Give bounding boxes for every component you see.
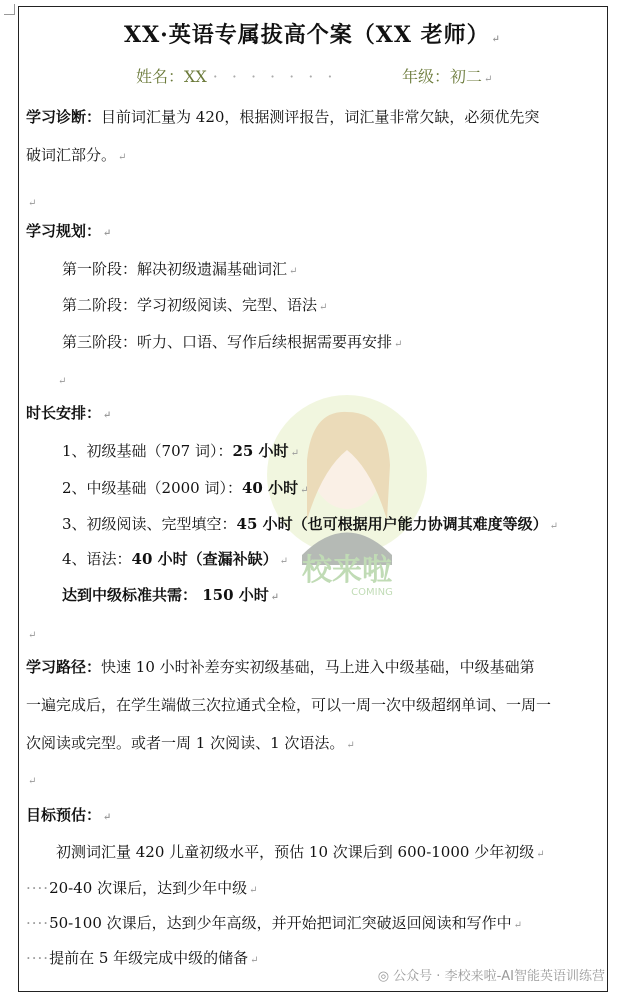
duration-item: 2、中级基础（2000 词）：40 小时 ↵ [62,479,309,497]
duration-total: 达到中级标准共需： 150 小时 ↵ [62,586,280,604]
goal-intro: 初测词汇量 420 儿童初级水平，预估 10 次课后到 600-1000 少年初级 ↵ [56,843,545,861]
planning-item: 第三阶段：听力、口语、写作后续根据需要再安排 ↵ [62,333,403,351]
goal-item: ····20-40 次课后，达到少年中级 ↵ [26,879,258,897]
duration-item: 1、初级基础（707 词）：25 小时 ↵ [62,442,299,460]
student-info: 姓名：XX ······· 年级：初二 ↵ [136,64,346,87]
diagnosis-text-1: 目前词汇量为 420，根据测评报告，词汇量非常欠缺，必须优先突 [101,108,540,126]
empty-paragraph: ↵ [58,376,67,387]
watermark-text: 校来啦 [302,553,392,588]
planning-item: 第二阶段：学习初级阅读、完型、语法 ↵ [62,296,328,314]
goal-item: ····50-100 次课后，达到少年高级，并开始把词汇突破返回阅读和写作中 ↵ [26,914,523,932]
diagnosis-text-2: 破词汇部分。 [26,146,117,164]
path-line-1: 快速 10 小时补差夯实初级基础，马上进入中级基础，中级基础第 [101,658,535,676]
path-line-2: 一遍完成后，在学生端做三次拉通式全检，可以一周一次中级超纲单词、一周一 [26,696,552,714]
corner-mark [4,4,15,15]
student-grade: 年级：初二 ↵ [402,67,493,86]
duration-label: 时长安排： ↵ [26,404,112,422]
planning-label: 学习规划： ↵ [26,222,112,240]
watermark-subtext: COMING [351,587,393,598]
diagnosis-section: 学习诊断：目前词汇量为 420，根据测评报告，词汇量非常欠缺，必须优先突 破词汇部分。 ↵ [26,108,540,164]
path-label: 学习路径： [26,658,102,676]
duration-item: 3、初级阅读、完型填空：45 小时（也可根据用户能力协调其难度等级） ↵ [62,515,559,533]
empty-paragraph: ↵ [28,776,37,787]
document-title: XX·英语专属拔高个案（XX 老师） ↵ [124,22,501,48]
path-section: 学习路径：快速 10 小时补差夯实初级基础，马上进入中级基础，中级基础第 一遍完成后，在学生端做三次拉通式全检，可以一周一次中级超纲单词、一周一 次阅读或完型。或者一周 1 次阅读、1 次语法。 ↵ [26,658,552,752]
wechat-footer: ◎ 公众号 · 李校来啦-AI智能英语训练营 [377,969,605,984]
duration-item: 4、语法：40 小时（查漏补缺） ↵ [62,550,289,568]
path-line-3: 次阅读或完型。或者一周 1 次阅读、1 次语法。 [26,734,345,752]
empty-paragraph: ↵ [28,198,37,209]
planning-item: 第一阶段：解决初级遗漏基础词汇 ↵ [62,260,298,278]
student-name: 姓名：XX [136,67,207,86]
empty-paragraph: ↵ [28,630,37,641]
goal-label: 目标预估： ↵ [26,806,112,824]
diagnosis-label: 学习诊断： [26,108,102,126]
goal-item: ····提前在 5 年级完成中级的储备 ↵ [26,949,259,967]
wechat-icon: ◎ [377,969,390,984]
